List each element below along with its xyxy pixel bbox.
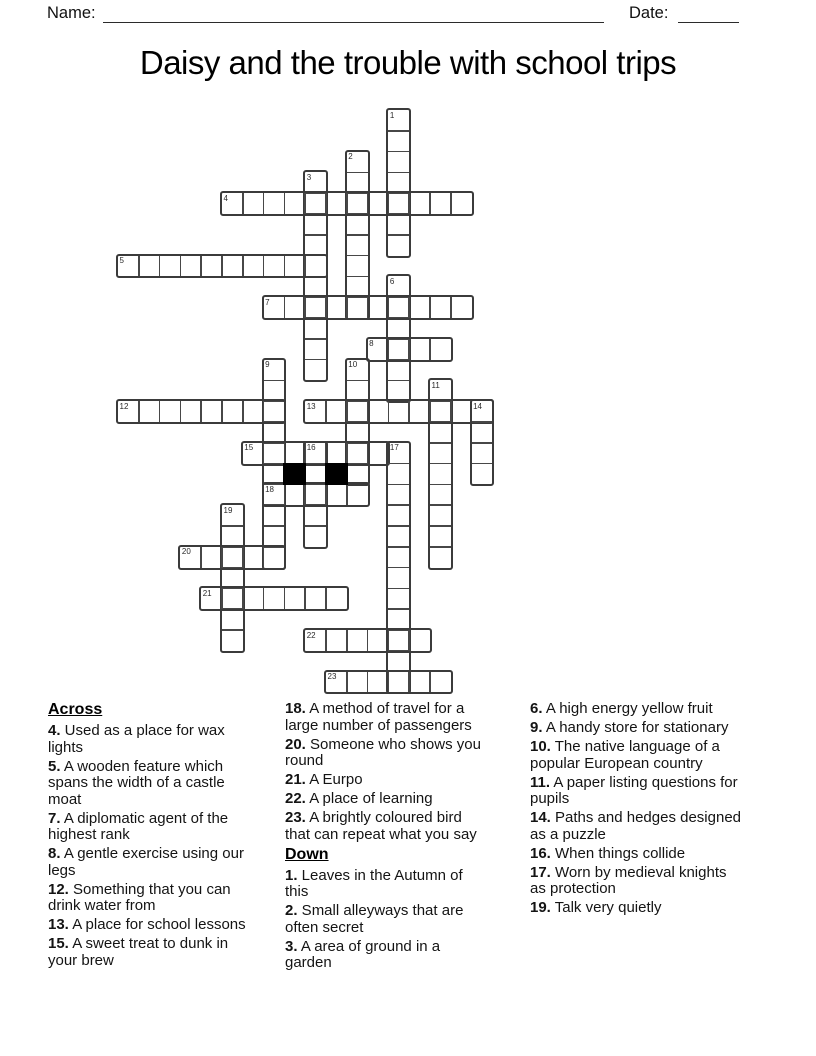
clue-text: Someone who shows you round xyxy=(285,735,481,769)
cell-divider xyxy=(388,380,409,382)
clue-20 xyxy=(285,737,481,770)
clue-9 xyxy=(530,720,744,737)
cell-divider xyxy=(325,630,327,651)
cell-number-10: 10 xyxy=(348,360,358,370)
cell-divider xyxy=(388,151,409,153)
cell-divider xyxy=(242,256,244,277)
clue-number: 18. xyxy=(285,700,306,717)
cell-divider xyxy=(305,338,326,340)
cell-number-2: 2 xyxy=(348,152,353,162)
clue-number: 19. xyxy=(530,899,551,916)
clue-number: 2. xyxy=(285,902,298,919)
cell-divider xyxy=(430,442,451,444)
clue-number: 4. xyxy=(48,722,61,739)
clue-13 xyxy=(48,917,258,934)
cell-number-14: 14 xyxy=(473,401,482,411)
cell-divider xyxy=(304,256,306,277)
clue-text: Used as a place for wax lights xyxy=(48,722,225,756)
clue-12 xyxy=(48,882,258,915)
cell-divider xyxy=(222,525,243,527)
clue-column-1 xyxy=(48,701,258,972)
name-label: Name: xyxy=(47,4,96,22)
cell-divider xyxy=(347,276,368,278)
cell-divider xyxy=(284,256,286,277)
cell-number-9: 9 xyxy=(265,360,270,370)
cell-divider xyxy=(450,193,452,214)
cell-divider xyxy=(429,297,431,318)
clue-number: 22. xyxy=(285,790,306,807)
cell-divider xyxy=(159,401,161,422)
clue-text: A handy store for stationary xyxy=(542,719,729,736)
cell-divider xyxy=(138,401,140,422)
cell-divider xyxy=(388,588,409,590)
cell-divider xyxy=(263,193,265,214)
cell-divider xyxy=(200,401,202,422)
cell-divider xyxy=(346,672,348,693)
cell-number-13: 13 xyxy=(306,401,316,411)
cell-divider xyxy=(200,256,202,277)
clue-number: 17. xyxy=(530,863,551,881)
clue-text: A paper listing questions for pupils xyxy=(530,773,738,807)
cell-number-19: 19 xyxy=(223,505,233,515)
cell-divider xyxy=(347,172,368,174)
clue-number: 13. xyxy=(48,916,69,933)
clue-number: 7. xyxy=(48,809,61,827)
cell-divider xyxy=(388,193,390,214)
clue-10 xyxy=(530,739,744,772)
cell-divider xyxy=(388,339,390,360)
clue-15 xyxy=(48,936,258,969)
cell-divider xyxy=(325,297,327,318)
date-label: Date: xyxy=(629,4,669,22)
cell-number-5: 5 xyxy=(119,256,124,266)
cell-divider xyxy=(388,401,390,422)
clue-text: Something that you can drink water from xyxy=(48,880,231,914)
cell-divider xyxy=(450,297,452,318)
cell-divider xyxy=(346,484,348,505)
cell-divider xyxy=(450,401,452,422)
cell-divider xyxy=(388,672,390,693)
cell-divider xyxy=(408,339,410,360)
cell-divider xyxy=(180,256,182,277)
across-header: Across xyxy=(48,701,103,718)
clue-number: 12. xyxy=(48,880,69,898)
clue-14 xyxy=(530,810,744,843)
clue-2 xyxy=(285,903,481,936)
cell-divider xyxy=(325,588,327,609)
clue-6 xyxy=(530,701,744,718)
cell-divider xyxy=(388,525,409,527)
clue-text: A area of ground in a garden xyxy=(285,937,441,971)
cell-divider xyxy=(305,463,326,465)
cell-number-21: 21 xyxy=(202,588,212,598)
clue-text: A high energy yellow fruit xyxy=(542,700,713,717)
cell-divider xyxy=(367,297,369,318)
cell-divider xyxy=(430,546,451,548)
cell-number-7: 7 xyxy=(265,297,270,307)
cell-divider xyxy=(388,546,409,548)
clue-number: 9. xyxy=(530,719,543,736)
clue-text: A wooden feature which spans the width of a castle moat xyxy=(48,757,225,808)
clue-19 xyxy=(530,900,744,917)
cell-divider xyxy=(284,588,286,609)
cell-divider xyxy=(429,401,431,422)
cell-divider xyxy=(430,484,451,486)
cell-divider xyxy=(221,401,223,422)
cell-divider xyxy=(367,630,369,651)
cell-divider xyxy=(388,172,409,174)
cell-divider xyxy=(325,193,327,214)
clue-text: The native language of a popular European country xyxy=(530,738,720,772)
cell-divider xyxy=(347,380,368,382)
cell-number-4: 4 xyxy=(223,193,228,203)
clue-11 xyxy=(530,775,744,808)
clue-text: Worn by medieval knights as protection xyxy=(530,863,727,897)
cell-divider xyxy=(346,443,348,464)
clue-text: Leaves in the Autumn of this xyxy=(285,866,463,900)
cell-number-22: 22 xyxy=(306,630,316,640)
cell-number-1: 1 xyxy=(389,110,395,120)
cell-divider xyxy=(408,297,410,318)
cell-number-20: 20 xyxy=(181,547,191,557)
clue-text: A place of learning xyxy=(305,790,433,807)
cell-divider xyxy=(305,525,326,527)
clue-text: Small alleyways that are often secret xyxy=(285,902,464,936)
clue-column-2 xyxy=(285,701,481,974)
cell-divider xyxy=(388,234,409,236)
cell-divider xyxy=(388,463,409,465)
cell-divider xyxy=(264,525,285,527)
clue-21 xyxy=(285,772,481,789)
cell-divider xyxy=(429,672,431,693)
cell-divider xyxy=(304,193,306,214)
clue-number: 14. xyxy=(530,809,551,826)
cell-divider xyxy=(472,463,493,465)
clue-number: 8. xyxy=(48,845,61,862)
cell-divider xyxy=(325,401,327,422)
cell-divider xyxy=(263,443,265,464)
clue-number: 21. xyxy=(285,771,306,788)
clue-number: 16. xyxy=(530,844,551,862)
cell-number-18: 18 xyxy=(265,484,274,494)
cell-number-6: 6 xyxy=(389,276,395,286)
cell-divider xyxy=(388,297,390,318)
cell-divider xyxy=(200,547,202,568)
cell-divider xyxy=(159,256,161,277)
cell-divider xyxy=(264,380,285,382)
cell-divider xyxy=(367,672,369,693)
clue-8 xyxy=(48,846,258,879)
clue-text: When things collide xyxy=(550,844,686,862)
down-header: Down xyxy=(285,845,329,863)
cell-number-15: 15 xyxy=(244,443,254,453)
cell-divider xyxy=(430,525,451,527)
cell-divider xyxy=(367,443,369,464)
clue-22 xyxy=(285,791,481,808)
cell-divider xyxy=(305,359,326,361)
cell-divider xyxy=(408,401,410,422)
clue-text: A Eurpo xyxy=(305,771,363,788)
cell-divider xyxy=(346,630,348,651)
cell-divider xyxy=(430,504,451,506)
cell-divider xyxy=(263,547,265,568)
cell-divider xyxy=(284,484,286,505)
clue-number: 15. xyxy=(48,935,69,952)
clue-text: A brightly coloured bird that can repeat what you say xyxy=(285,809,477,843)
clue-3 xyxy=(285,939,481,972)
cell-divider xyxy=(305,234,326,236)
clue-number: 11. xyxy=(530,773,551,791)
cell-number-16: 16 xyxy=(306,443,316,453)
clue-5 xyxy=(48,759,258,809)
cell-number-23: 23 xyxy=(327,672,337,682)
cell-divider xyxy=(367,401,369,422)
clue-text: A method of travel for a large number of passengers xyxy=(285,700,472,734)
clue-text: A place for school lessons xyxy=(68,916,246,933)
cell-divider xyxy=(263,588,265,609)
clue-7 xyxy=(48,811,258,844)
clue-text: Talk very quietly xyxy=(550,899,662,916)
cell-divider xyxy=(388,608,409,610)
clue-number: 3. xyxy=(285,937,298,955)
cell-divider xyxy=(242,588,244,609)
word-13-across-outline xyxy=(303,399,494,424)
cell-divider xyxy=(388,630,390,651)
clue-text: A sweet treat to dunk in your brew xyxy=(48,935,229,969)
cell-divider xyxy=(346,401,348,422)
cell-divider xyxy=(221,547,223,568)
cell-divider xyxy=(284,193,286,214)
clue-1 xyxy=(285,868,481,901)
clue-number: 1. xyxy=(285,866,298,884)
cell-number-17: 17 xyxy=(389,443,399,453)
cell-divider xyxy=(346,193,348,214)
cell-divider xyxy=(242,401,244,422)
cell-divider xyxy=(284,443,286,464)
cell-number-11: 11 xyxy=(431,380,440,390)
clue-number: 5. xyxy=(48,757,61,775)
cell-divider xyxy=(388,504,409,506)
cell-divider xyxy=(388,484,409,486)
clue-text: A diplomatic agent of the highest rank xyxy=(48,809,229,843)
cell-divider xyxy=(180,401,182,422)
cell-divider xyxy=(325,484,327,505)
cell-divider xyxy=(263,256,265,277)
clue-16 xyxy=(530,846,744,863)
cell-divider xyxy=(221,256,223,277)
cell-divider xyxy=(388,567,409,569)
cell-divider xyxy=(408,630,410,651)
cell-divider xyxy=(429,339,431,360)
cell-divider xyxy=(304,297,306,318)
page-title: Daisy and the trouble with school trips xyxy=(139,44,677,81)
cell-divider xyxy=(221,588,223,609)
cell-divider xyxy=(347,255,368,257)
black-cell xyxy=(283,463,306,486)
word-18-across-outline xyxy=(262,482,370,507)
clue-text: Paths and hedges designed as a puzzle xyxy=(530,809,742,843)
cell-divider xyxy=(222,629,243,631)
cell-divider xyxy=(388,130,409,132)
cell-number-12: 12 xyxy=(119,401,129,411)
clue-17 xyxy=(530,865,744,898)
word-20-across-outline xyxy=(178,545,286,570)
cell-divider xyxy=(242,193,244,214)
cell-divider xyxy=(408,672,410,693)
cell-divider xyxy=(347,234,368,236)
cell-divider xyxy=(430,463,451,465)
cell-divider xyxy=(284,297,286,318)
black-cell xyxy=(325,463,348,486)
cell-number-3: 3 xyxy=(306,172,312,182)
cell-divider xyxy=(346,297,348,318)
clue-18 xyxy=(285,701,481,734)
clue-column-3 xyxy=(530,701,744,919)
cell-divider xyxy=(429,193,431,214)
clue-4 xyxy=(48,723,258,756)
cell-number-8: 8 xyxy=(369,339,374,349)
cell-divider xyxy=(304,484,306,505)
clue-number: 20. xyxy=(285,735,306,753)
cell-divider xyxy=(304,588,306,609)
clue-23 xyxy=(285,810,481,843)
cell-divider xyxy=(472,421,493,423)
clue-number: 6. xyxy=(530,700,543,717)
clue-number: 10. xyxy=(530,738,551,755)
cell-divider xyxy=(367,193,369,214)
cell-divider xyxy=(138,256,140,277)
clue-text: A gentle exercise using our legs xyxy=(48,845,244,879)
clue-number: 23. xyxy=(285,809,306,826)
cell-divider xyxy=(242,547,244,568)
cell-divider xyxy=(472,442,493,444)
cell-divider xyxy=(408,193,410,214)
cell-divider xyxy=(263,401,265,422)
